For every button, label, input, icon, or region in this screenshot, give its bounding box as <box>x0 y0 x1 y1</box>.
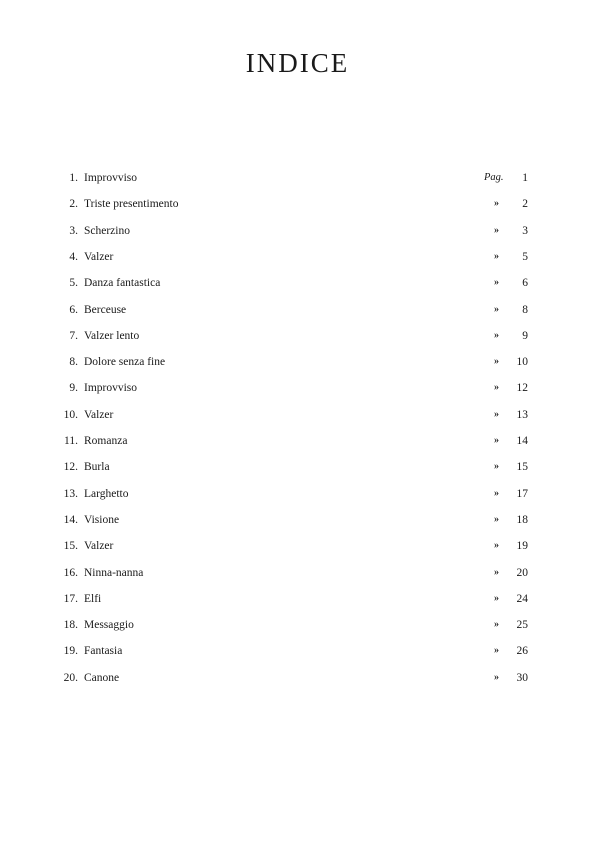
toc-entry <box>0 247 595 267</box>
toc-entry <box>0 484 595 504</box>
dot-leader <box>181 273 483 293</box>
entry-page-number: 9 <box>522 329 528 342</box>
ditto-mark: » <box>494 198 499 210</box>
entry-page-number: 5 <box>522 250 528 263</box>
toc-entry <box>0 641 595 661</box>
toc-entry <box>0 194 595 214</box>
entry-number: 10. <box>63 408 78 421</box>
toc-entry <box>0 405 595 425</box>
entry-title: Valzer lento <box>84 329 140 342</box>
entry-title: Fantasia <box>84 645 123 658</box>
toc-entry <box>0 668 595 688</box>
ditto-mark: » <box>494 250 499 262</box>
dot-leader <box>165 431 482 451</box>
ditto-mark: » <box>494 435 499 446</box>
entry-number: 12. <box>63 461 78 474</box>
entry-number: 16. <box>63 566 78 579</box>
pag-label: Pag. <box>484 172 504 183</box>
dot-leader <box>165 563 482 583</box>
entry-number: 5. <box>69 277 78 290</box>
entry-number: 18. <box>63 619 78 632</box>
entry-number: 11. <box>64 435 78 447</box>
entry-number: 9. <box>69 382 78 395</box>
toc-entry <box>0 589 595 609</box>
entry-page-number: 14 <box>516 435 528 447</box>
entry-page-number: 1 <box>522 172 528 184</box>
entry-page-number: 13 <box>516 408 528 421</box>
entry-title: Valzer <box>84 408 114 421</box>
toc-entry <box>0 378 595 398</box>
ditto-mark: » <box>494 540 499 552</box>
entry-page-number: 10 <box>516 356 528 369</box>
dot-leader <box>165 536 482 556</box>
entry-page-number: 30 <box>516 671 528 684</box>
ditto-mark: » <box>494 566 499 578</box>
entry-number: 13. <box>63 487 78 500</box>
entry-title: Burla <box>84 461 110 474</box>
entry-page-number: 8 <box>522 303 528 316</box>
entry-title: Canone <box>84 671 120 684</box>
toc-entry <box>0 326 595 346</box>
entry-number: 17. <box>63 592 78 605</box>
toc-entry <box>0 536 595 556</box>
ditto-mark: » <box>494 329 499 341</box>
dot-leader <box>165 378 482 398</box>
entry-title: Berceuse <box>84 303 127 316</box>
dot-leader <box>196 194 482 214</box>
dot-leader <box>165 300 482 320</box>
ditto-mark: » <box>494 487 499 499</box>
entry-title: Scherzino <box>84 224 130 237</box>
entry-number: 15. <box>63 540 78 553</box>
entry-page-number: 25 <box>516 619 528 632</box>
toc-entry <box>0 352 595 372</box>
entry-title: Danza fantastica <box>84 277 161 290</box>
entry-page-number: 12 <box>516 382 528 395</box>
toc-entry <box>0 431 595 451</box>
entry-page-number: 2 <box>522 198 528 211</box>
toc-entry <box>0 221 595 241</box>
entry-title: Elfi <box>84 592 102 605</box>
entry-number: 6. <box>69 303 78 316</box>
dot-leader <box>165 221 482 241</box>
entry-page-number: 19 <box>516 540 528 553</box>
dot-leader <box>181 352 483 372</box>
entry-title: Messaggio <box>84 619 134 632</box>
entry-title: Triste presentimento <box>84 198 179 211</box>
dot-leader <box>165 668 482 688</box>
entry-title: Ninna-nanna <box>84 566 144 579</box>
ditto-mark: » <box>494 303 499 315</box>
ditto-mark: » <box>494 461 499 473</box>
dot-leader <box>165 484 482 504</box>
dot-leader <box>165 405 482 425</box>
dot-leader <box>165 641 482 661</box>
toc-entry <box>0 510 595 530</box>
entry-page-number: 26 <box>516 645 528 658</box>
entry-title: Larghetto <box>84 487 129 500</box>
dot-leader <box>165 589 482 609</box>
entry-page-number: 20 <box>516 566 528 579</box>
entry-title: Romanza <box>84 435 128 447</box>
ditto-mark: » <box>494 356 499 368</box>
toc-entry <box>0 563 595 583</box>
ditto-mark: » <box>494 619 499 631</box>
toc-entry <box>0 457 595 477</box>
toc-entry <box>0 168 595 188</box>
entry-page-number: 6 <box>522 277 528 290</box>
entry-number: 3. <box>69 224 78 237</box>
dot-leader <box>165 615 482 635</box>
dot-leader <box>165 510 482 530</box>
ditto-mark: » <box>494 645 499 657</box>
dot-leader <box>165 168 482 188</box>
toc-entry <box>0 300 595 320</box>
ditto-mark: » <box>494 408 499 420</box>
entry-number: 8. <box>69 356 78 369</box>
entry-title: Valzer <box>84 540 114 553</box>
entry-number: 2. <box>69 198 78 211</box>
dot-leader <box>165 326 482 346</box>
entry-number: 14. <box>63 513 78 526</box>
toc-entry <box>0 273 595 293</box>
entry-page-number: 18 <box>516 513 528 526</box>
ditto-mark: » <box>494 671 499 683</box>
entry-title: Improvviso <box>84 172 138 184</box>
entry-number: 7. <box>69 329 78 342</box>
entry-title: Dolore senza fine <box>84 356 166 369</box>
ditto-mark: » <box>494 224 499 236</box>
toc-entry <box>0 615 595 635</box>
entry-number: 1. <box>69 172 78 184</box>
ditto-mark: » <box>494 592 499 604</box>
entry-page-number: 17 <box>516 487 528 500</box>
entry-title: Improvviso <box>84 382 138 395</box>
entry-number: 4. <box>69 250 78 263</box>
dot-leader <box>165 457 482 477</box>
ditto-mark: » <box>494 382 499 394</box>
ditto-mark: » <box>494 277 499 289</box>
entry-page-number: 24 <box>516 592 528 605</box>
entry-page-number: 3 <box>522 224 528 237</box>
entry-number: 20. <box>63 671 78 684</box>
entry-title: Visione <box>84 513 120 526</box>
entry-page-number: 15 <box>516 461 528 474</box>
entry-title: Valzer <box>84 250 114 263</box>
page-title: INDICE <box>245 48 350 79</box>
ditto-mark: » <box>494 513 499 525</box>
dot-leader <box>165 247 482 267</box>
entry-number: 19. <box>63 645 78 658</box>
